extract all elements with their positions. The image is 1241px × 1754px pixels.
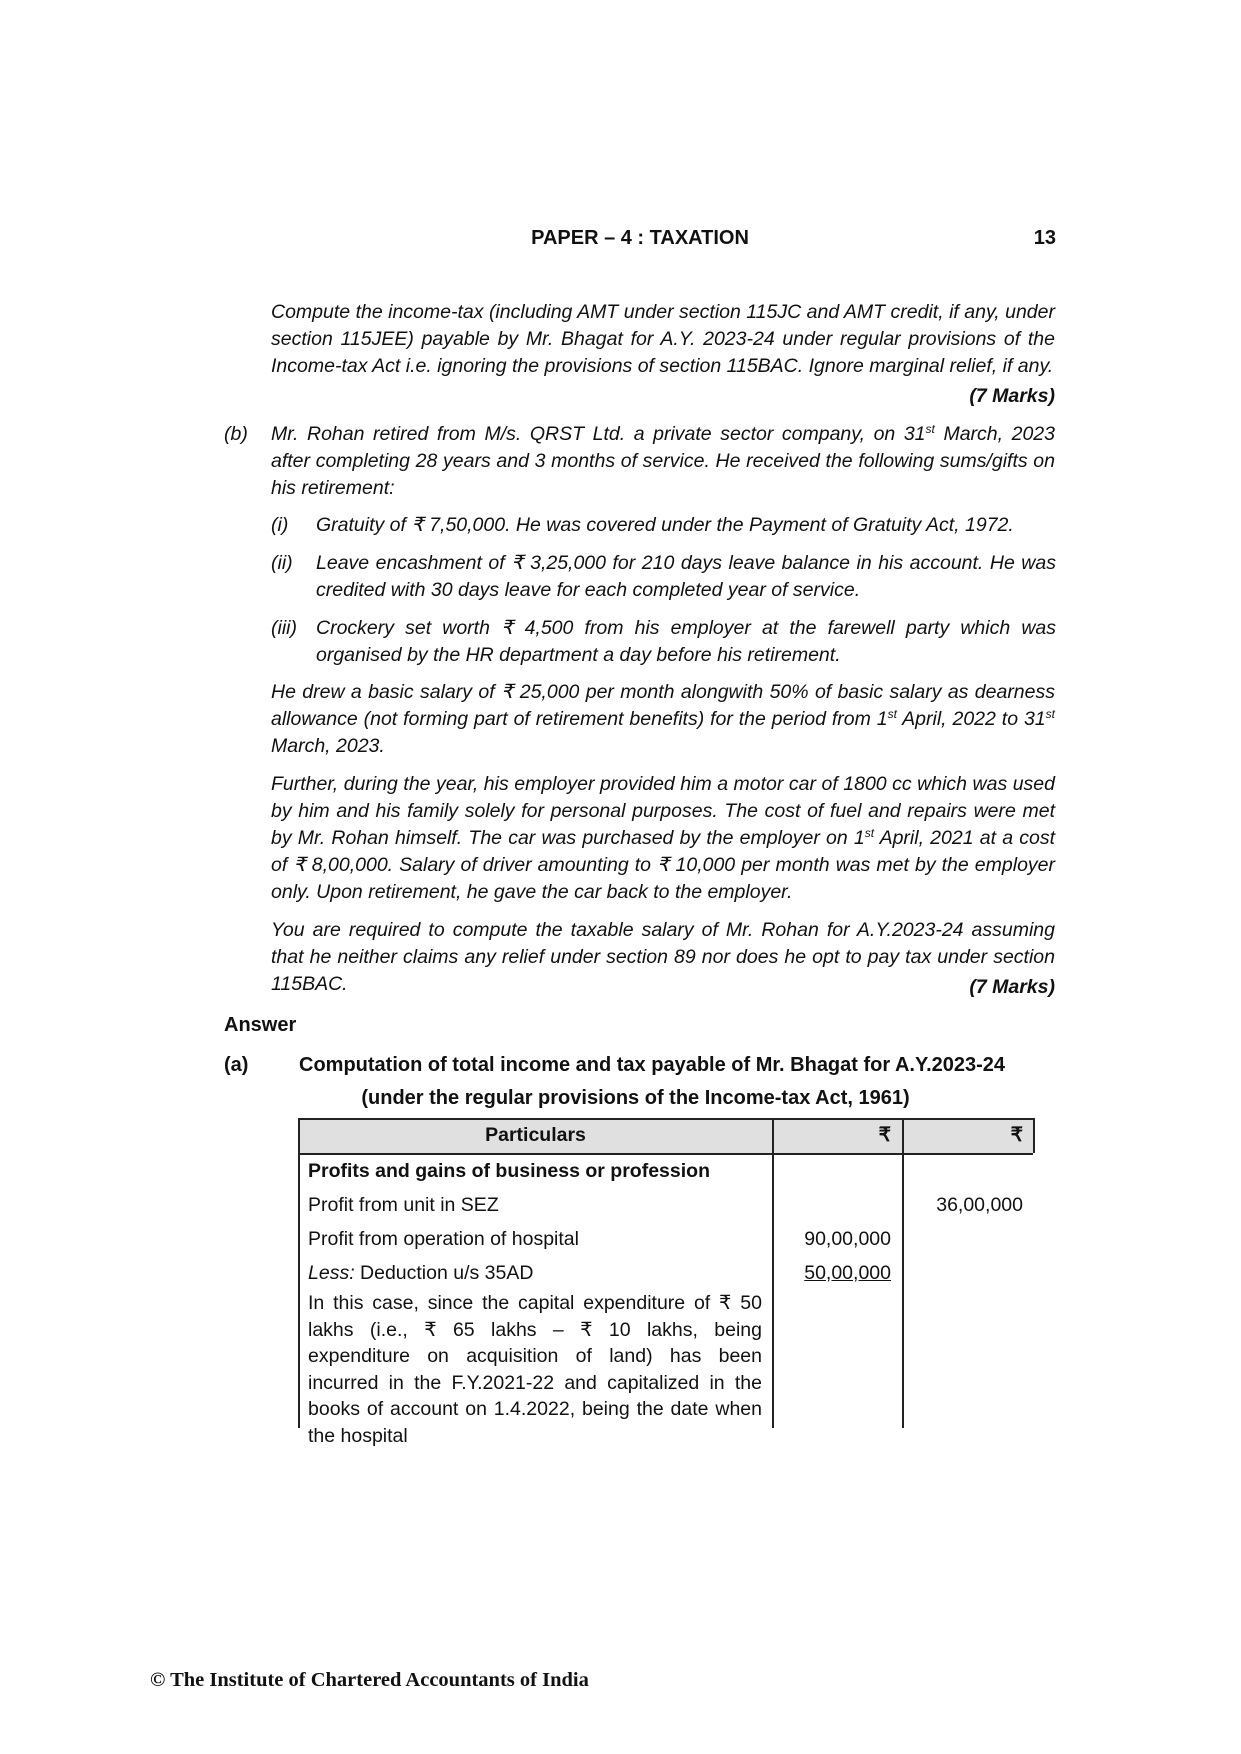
computation-title: Computation of total income and tax payable of Mr. Bhagat for A.Y.2023-24 xyxy=(299,1054,1006,1076)
table-col-divider-2 xyxy=(902,1118,904,1428)
required-paragraph: You are required to compute the taxable salary of Mr. Rohan for A.Y.2023-24 assuming that he neither claims any relief under section 89 nor does he opt to pay tax under section 115BAC. xyxy=(271,919,1055,995)
item-iii-text: Crockery set worth ₹ 4,500 from his employer at the farewell party which was organised by the HR department a day before his retirement. xyxy=(316,617,1056,666)
question-a-text: Compute the income-tax (including AMT under section 115JC and AMT credit, if any, under section 115JEE) payable by Mr. Bhagat for A.Y. 2023-24 under regular provisions of the Income-tax Act i.e. ignoring the provisions of section 115BAC. Ignore marginal relief, if any. xyxy=(271,301,1055,377)
footer-copyright: © The Institute of Chartered Accountants of India xyxy=(150,1669,589,1691)
question-b-intro: Mr. Rohan retired from M/s. QRST Ltd. a private sector company, on 31st March, 2023 after completing 28 years and 3 months of service. He received the following sums/gifts on his retirement: xyxy=(271,422,1055,499)
item-i-label: (i) xyxy=(271,514,289,536)
row-deduction-particular: Less: Deduction u/s 35AD xyxy=(308,1262,534,1284)
item-ii-label: (ii) xyxy=(271,552,293,574)
row-deduction-amount: 50,00,000 xyxy=(804,1262,891,1284)
question-b-marks: (7 Marks) xyxy=(969,976,1055,998)
row-hospital-amount: 90,00,000 xyxy=(804,1228,891,1250)
table-border-right-header xyxy=(1033,1118,1035,1153)
computation-table xyxy=(298,1118,1034,1447)
table-header-divider xyxy=(298,1153,1034,1155)
item-ii-text: Leave encashment of ₹ 3,25,000 for 210 days leave balance in his account. He was credited with 30 days leave for each completed year of service. xyxy=(316,552,1056,601)
header-particulars: Particulars xyxy=(485,1124,586,1146)
header-rupee-1: ₹ xyxy=(878,1124,891,1146)
question-a-marks: (7 Marks) xyxy=(969,385,1055,407)
salary-paragraph: He drew a basic salary of ₹ 25,000 per month alongwith 50% of basic salary as dearness allowance (not forming part of retirement benefits) for the period from 1st April, 2022 to 31st March, 2023. xyxy=(271,681,1055,757)
item-i-text: Gratuity of ₹ 7,50,000. He was covered under the Payment of Gratuity Act, 1972. xyxy=(316,514,1014,536)
page-number: 13 xyxy=(1033,227,1056,249)
section-heading-pgbp: Profits and gains of business or profession xyxy=(308,1160,710,1182)
computation-subtitle: (under the regular provisions of the Income-tax Act, 1961) xyxy=(361,1087,910,1109)
item-iii-label: (iii) xyxy=(271,617,297,639)
table-border-left xyxy=(298,1118,300,1428)
deduction-note: In this case, since the capital expenditure of ₹ 50 lakhs (i.e., ₹ 65 lakhs – ₹ 10 lakhs, being expenditure on acquisition of land) has been incurred in the F.Y.2021-22 and capitalized in the books of account on 1.4.2022, being the date when the hospital xyxy=(308,1292,762,1447)
table-border-top xyxy=(298,1118,1034,1120)
table-border-right-gap xyxy=(1033,1153,1035,1195)
row-hospital-particular: Profit from operation of hospital xyxy=(308,1228,579,1250)
row-sez-amount: 36,00,000 xyxy=(936,1194,1023,1216)
question-b-label: (b) xyxy=(224,423,248,445)
row-sez-particular: Profit from unit in SEZ xyxy=(308,1194,499,1216)
paper-title: PAPER – 4 : TAXATION xyxy=(531,227,749,249)
header-rupee-2: ₹ xyxy=(1010,1124,1023,1146)
car-paragraph: Further, during the year, his employer provided him a motor car of 1800 cc which was used by him and his family solely for personal purposes. The cost of fuel and repairs were met by Mr. Rohan himself. The car was purchased by the employer on 1st April, 2021 at a cost of ₹ 8,00,000. Salary of driver amounting to ₹ 10,000 per month was met by the employer only. Upon retirement, he gave the car back to the employer. xyxy=(271,773,1055,903)
page-header xyxy=(224,227,1056,253)
answer-heading: Answer xyxy=(224,1014,297,1036)
answer-part-label: (a) xyxy=(224,1054,249,1076)
